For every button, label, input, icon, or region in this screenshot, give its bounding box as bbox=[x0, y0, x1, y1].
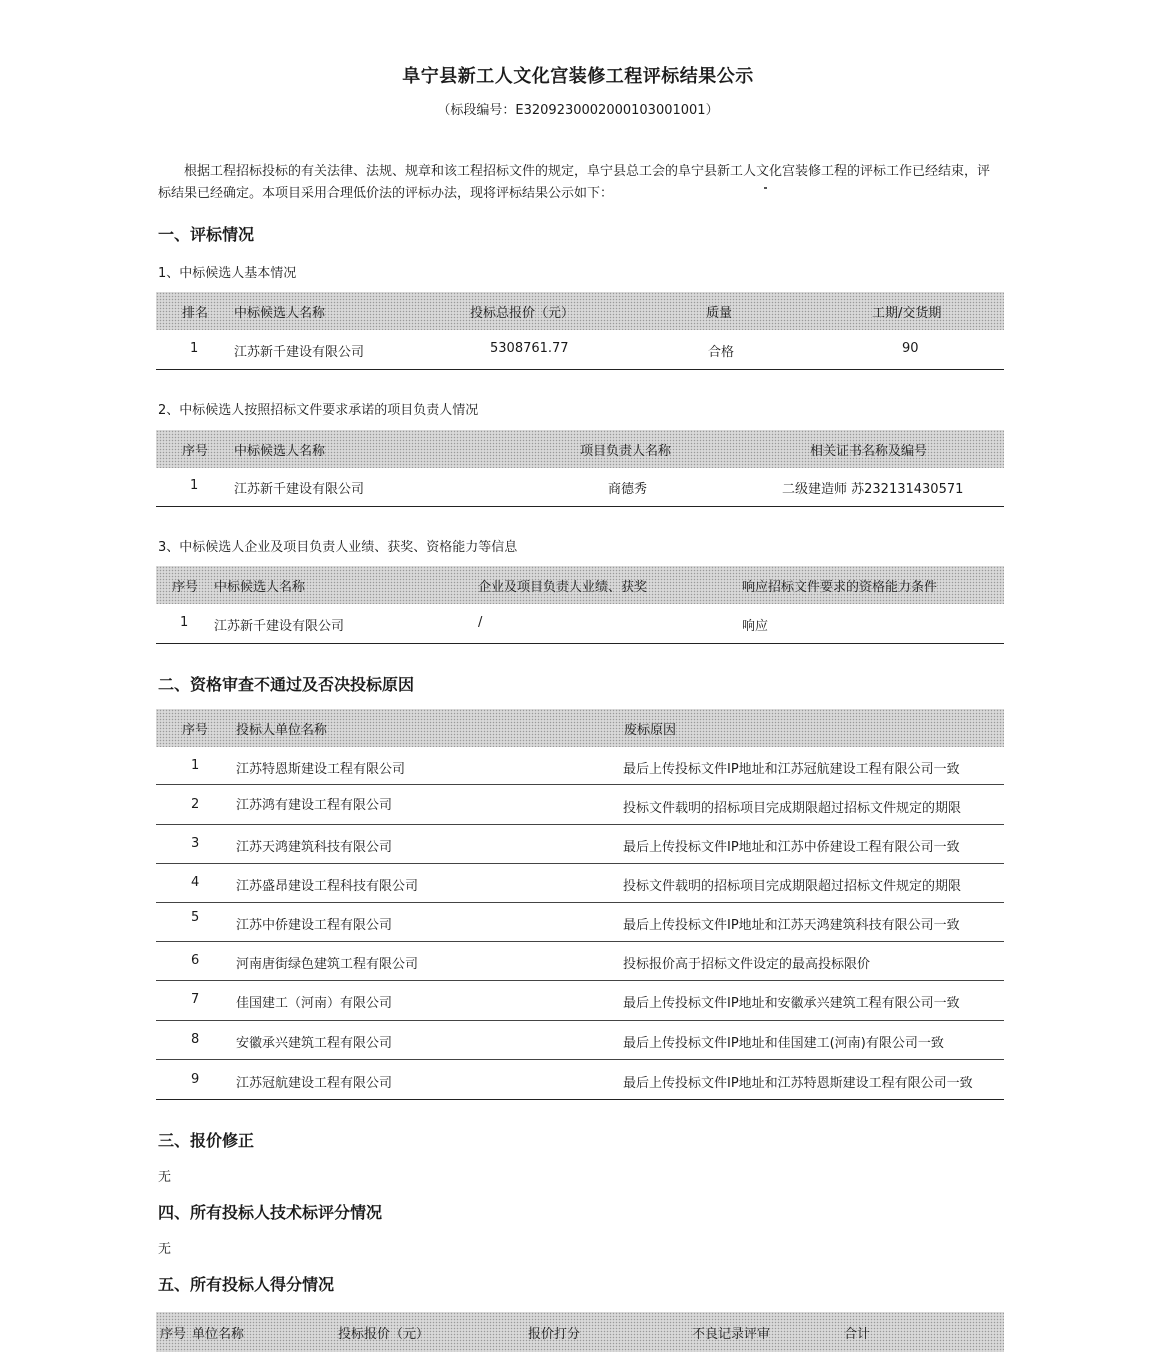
section-code: （标段编号：E3209230002000103001001） bbox=[437, 103, 719, 118]
table2-bottom-rule bbox=[156, 506, 1004, 507]
section-1-heading: 一、评标情况 bbox=[158, 225, 255, 244]
table5-header-no: 序号 bbox=[160, 1327, 187, 1342]
table-row-name: 江苏冠航建设工程有限公司 bbox=[236, 1076, 393, 1091]
table2-header-cert: 相关证书名称及编号 bbox=[810, 444, 928, 459]
table3-cell-achievements: / bbox=[478, 615, 483, 630]
table-row-reason: 最后上传投标文件IP地址和江苏冠航建设工程有限公司一致 bbox=[623, 762, 960, 777]
table-row-name: 江苏鸿有建设工程有限公司 bbox=[236, 798, 393, 813]
table2-cell-manager: 商德秀 bbox=[608, 482, 648, 497]
table-row-reason: 投标文件载明的招标项目完成期限超过招标文件规定的期限 bbox=[623, 879, 962, 894]
row-rule bbox=[156, 941, 1004, 942]
table1-cell-price: 5308761.77 bbox=[490, 341, 569, 356]
table1-header-name: 中标候选人名称 bbox=[234, 306, 326, 321]
subsection-1-heading: 1、中标候选人基本情况 bbox=[158, 266, 297, 281]
table4-header-reason: 废标原因 bbox=[624, 723, 677, 738]
table5-header-price: 投标报价（元） bbox=[338, 1327, 430, 1342]
table-row-no: 1 bbox=[191, 758, 200, 773]
table3-header-name: 中标候选人名称 bbox=[214, 580, 306, 595]
table1-header-quality: 质量 bbox=[706, 306, 733, 321]
table-row-reason: 最后上传投标文件IP地址和安徽承兴建筑工程有限公司一致 bbox=[623, 996, 960, 1011]
table2-cell-name: 江苏新千建设有限公司 bbox=[234, 482, 365, 497]
table3-header-no: 序号 bbox=[172, 580, 199, 595]
table1-bottom-rule bbox=[156, 369, 1004, 370]
section-3-body: 无 bbox=[158, 1170, 172, 1185]
table2-header bbox=[156, 430, 1004, 468]
row-rule bbox=[156, 863, 1004, 864]
row-rule bbox=[156, 1059, 1004, 1060]
table3-header-qualification: 响应招标文件要求的资格能力条件 bbox=[742, 580, 938, 595]
table-row-no: 8 bbox=[191, 1032, 200, 1047]
table4-bottom-rule bbox=[156, 1099, 1004, 1100]
table4-header-no: 序号 bbox=[182, 723, 209, 738]
table1-cell-name: 江苏新千建设有限公司 bbox=[234, 345, 365, 360]
row-rule bbox=[156, 902, 1004, 903]
table-row-name: 河南唐街绿色建筑工程有限公司 bbox=[236, 957, 419, 972]
section-2-heading: 二、资格审查不通过及否决投标原因 bbox=[158, 675, 415, 694]
table4-header bbox=[156, 709, 1004, 747]
table1-header-rank: 排名 bbox=[182, 306, 209, 321]
table-row-reason: 投标文件载明的招标项目完成期限超过招标文件规定的期限 bbox=[623, 801, 962, 816]
table-row-reason: 最后上传投标文件IP地址和江苏中侨建设工程有限公司一致 bbox=[623, 840, 960, 855]
row-rule bbox=[156, 824, 1004, 825]
table-row-no: 7 bbox=[191, 992, 200, 1007]
scan-speck bbox=[764, 187, 767, 189]
table-row-name: 安徽承兴建筑工程有限公司 bbox=[236, 1036, 393, 1051]
table-row-no: 4 bbox=[191, 875, 200, 890]
row-rule bbox=[156, 980, 1004, 981]
section-5-heading: 五、所有投标人得分情况 bbox=[158, 1275, 335, 1294]
row-rule bbox=[156, 784, 1004, 785]
table-row-name: 佳国建工（河南）有限公司 bbox=[236, 996, 393, 1011]
intro-paragraph: 根据工程招标投标的有关法律、法规、规章和该工程招标文件的规定，阜宁县总工会的阜宁县新工人文化宫装修工程的评标工作已经结束，评标结果已经确定。本项目采用合理低价法的评标办法，现将评标结果公示如下： bbox=[158, 164, 991, 201]
document-title: 阜宁县新工人文化宫装修工程评标结果公示 bbox=[402, 66, 754, 87]
table5-header bbox=[156, 1312, 1004, 1352]
table-row-no: 3 bbox=[191, 836, 200, 851]
table3-header bbox=[156, 566, 1004, 604]
table-row-no: 2 bbox=[191, 797, 200, 812]
table5-header-bad-record: 不良记录评审 bbox=[692, 1327, 771, 1342]
table2-cell-cert: 二级建造师 苏232131430571 bbox=[782, 482, 964, 497]
section-3-heading: 三、报价修正 bbox=[158, 1131, 255, 1150]
table1-cell-rank: 1 bbox=[190, 341, 199, 356]
table-row-name: 江苏天鸿建筑科技有限公司 bbox=[236, 840, 393, 855]
table-row-reason: 最后上传投标文件IP地址和江苏特恩斯建设工程有限公司一致 bbox=[623, 1076, 973, 1091]
table3-cell-qualification: 响应 bbox=[742, 619, 769, 634]
section-4-heading: 四、所有投标人技术标评分情况 bbox=[158, 1203, 383, 1222]
table5-header-total: 合计 bbox=[844, 1327, 871, 1342]
table-row-reason: 投标报价高于招标文件设定的最高投标限价 bbox=[623, 957, 871, 972]
table1-cell-period: 90 bbox=[902, 341, 919, 356]
table-row-no: 9 bbox=[191, 1072, 200, 1087]
table-row-reason: 最后上传投标文件IP地址和江苏天鸿建筑科技有限公司一致 bbox=[623, 918, 960, 933]
table1-cell-quality: 合格 bbox=[708, 345, 735, 360]
table-row-no: 6 bbox=[191, 953, 200, 968]
table5-header-price-score: 报价打分 bbox=[528, 1327, 581, 1342]
table-row-name: 江苏中侨建设工程有限公司 bbox=[236, 918, 393, 933]
table3-bottom-rule bbox=[156, 643, 1004, 644]
table2-header-no: 序号 bbox=[182, 444, 209, 459]
table1-header bbox=[156, 292, 1004, 330]
table1-header-period: 工期/交货期 bbox=[872, 306, 942, 321]
table-row-no: 5 bbox=[191, 910, 200, 925]
table2-header-name: 中标候选人名称 bbox=[234, 444, 326, 459]
table5-header-name: 单位名称 bbox=[192, 1327, 245, 1342]
table4-header-name: 投标人单位名称 bbox=[236, 723, 328, 738]
subsection-2-heading: 2、中标候选人按照招标文件要求承诺的项目负责人情况 bbox=[158, 403, 479, 418]
table1-header-price: 投标总报价（元） bbox=[470, 306, 575, 321]
table-row-reason: 最后上传投标文件IP地址和佳国建工(河南)有限公司一致 bbox=[623, 1036, 944, 1051]
section-4-body: 无 bbox=[158, 1242, 172, 1257]
table2-cell-no: 1 bbox=[190, 478, 199, 493]
table-row-name: 江苏盛昂建设工程科技有限公司 bbox=[236, 879, 419, 894]
table3-cell-no: 1 bbox=[180, 615, 189, 630]
table2-header-manager: 项目负责人名称 bbox=[580, 444, 672, 459]
table3-cell-name: 江苏新千建设有限公司 bbox=[214, 619, 345, 634]
row-rule bbox=[156, 1020, 1004, 1021]
table-row-name: 江苏特恩斯建设工程有限公司 bbox=[236, 762, 406, 777]
table3-header-achievements: 企业及项目负责人业绩、获奖 bbox=[478, 580, 648, 595]
subsection-3-heading: 3、中标候选人企业及项目负责人业绩、获奖、资格能力等信息 bbox=[158, 540, 518, 555]
